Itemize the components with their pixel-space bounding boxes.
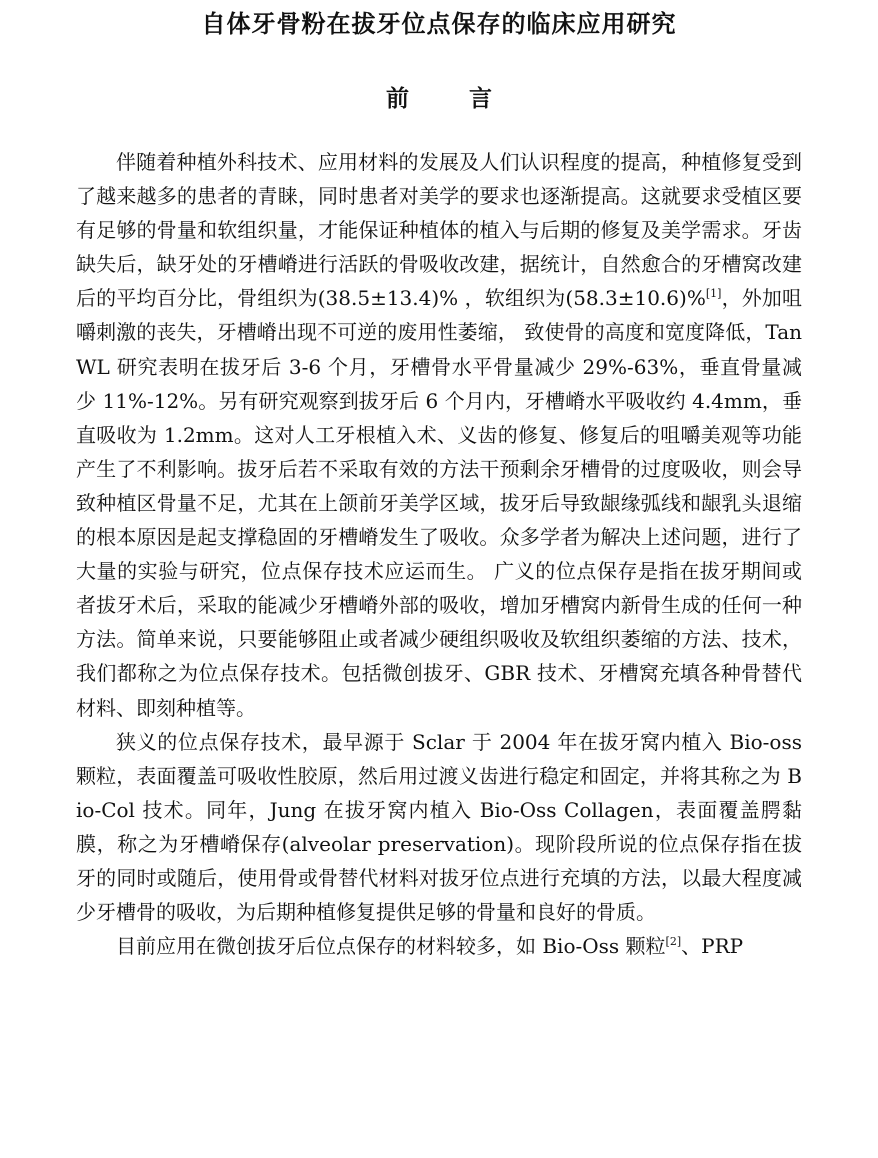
paragraph-3-part-2: 、PRP [681,934,744,959]
paragraph-3-part-1: 目前应用在微创拔牙后位点保存的材料较多，如 Bio-Oss 颗粒 [116,934,666,959]
citation-ref: [2] [665,935,682,949]
paper-title: 自体牙骨粉在拔牙位点保存的临床应用研究 [201,10,677,38]
paragraph-1-part-1: 伴随着种植外科技术、应用材料的发展及人们认识程度的提高，种植修复受到了越来越多的患者的青睐，同时患者对美学的要求也逐渐提高。这就要求受植区要有足够的骨量和软组织量，才能保证种植体的植入与后期的修复及美学需求。牙齿缺失后，缺牙处的牙槽嵴进行活跃的骨吸收改建，据统计，自然愈合的牙槽窝改建后的平均百分比，骨组织为(38.5±13.4)% ，软组织为(58.3±10.6)% [76,150,802,311]
paragraph-3 [76,929,802,963]
citation-ref: [1] [705,287,722,301]
paragraph-1-part-2: ，外加咀嚼刺激的丧失，牙槽嵴出现不可逆的废用性萎缩， 致使骨的高度和宽度降低，TanWL 研究表明在拔牙后 3-6 个月，牙槽骨水平骨量减少 29%-63%，垂直骨量减少 11%-12%。另有研究观察到拔牙后 6 个月内，牙槽嵴水平吸收约 4.4mm，垂直吸收为 1.2mm。这对人工牙根植入术、义齿的修复、修复后的咀嚼美观等功能产生了不利影响。拔牙后若不采取有效的方法干预剩余牙槽骨的过度吸收，则会导致种植区骨量不足，尤其在上颌前牙美学区域，拔牙后导致龈缘弧线和龈乳头退缩的根本原因是起支撑稳固的牙槽嵴发生了吸收。众多学者为解决上述问题，进行了大量的实验与研究，位点保存技术应运而生。 广义的位点保存是指在拔牙期间或者拔牙术后，采取的能减少牙槽嵴外部的吸收，增加牙槽窝内新骨生成的任何一种方法。简单来说，只要能够阻止或者减少硬组织吸收及软组织萎缩的方法、技术，我们都称之为位点保存技术。包括微创拔牙、GBR 技术、牙槽窝充填各种骨替代材料、即刻种植等。 [76,286,803,720]
section-heading: 前 言 [385,86,518,112]
paragraph-1 [76,145,802,725]
paragraph-2: 狭义的位点保存技术，最早源于 Sclar 于 2004 年在拔牙窝内植入 Bio-oss 颗粒，表面覆盖可吸收性胶原，然后用过渡义齿进行稳定和固定，并将其称之为 Bio-Col 技术。同年，Jung 在拔牙窝内植入 Bio-Oss Collagen，表面覆盖腭黏膜，称之为牙槽嵴保存(alveolar preservation)。现阶段所说的位点保存指在拔牙的同时或随后，使用骨或骨替代材料对拔牙位点进行充填的方法，以最大程度减少牙槽骨的吸收，为后期种植修复提供足够的骨量和良好的骨质。 [76,729,802,925]
body-text [76,145,802,963]
